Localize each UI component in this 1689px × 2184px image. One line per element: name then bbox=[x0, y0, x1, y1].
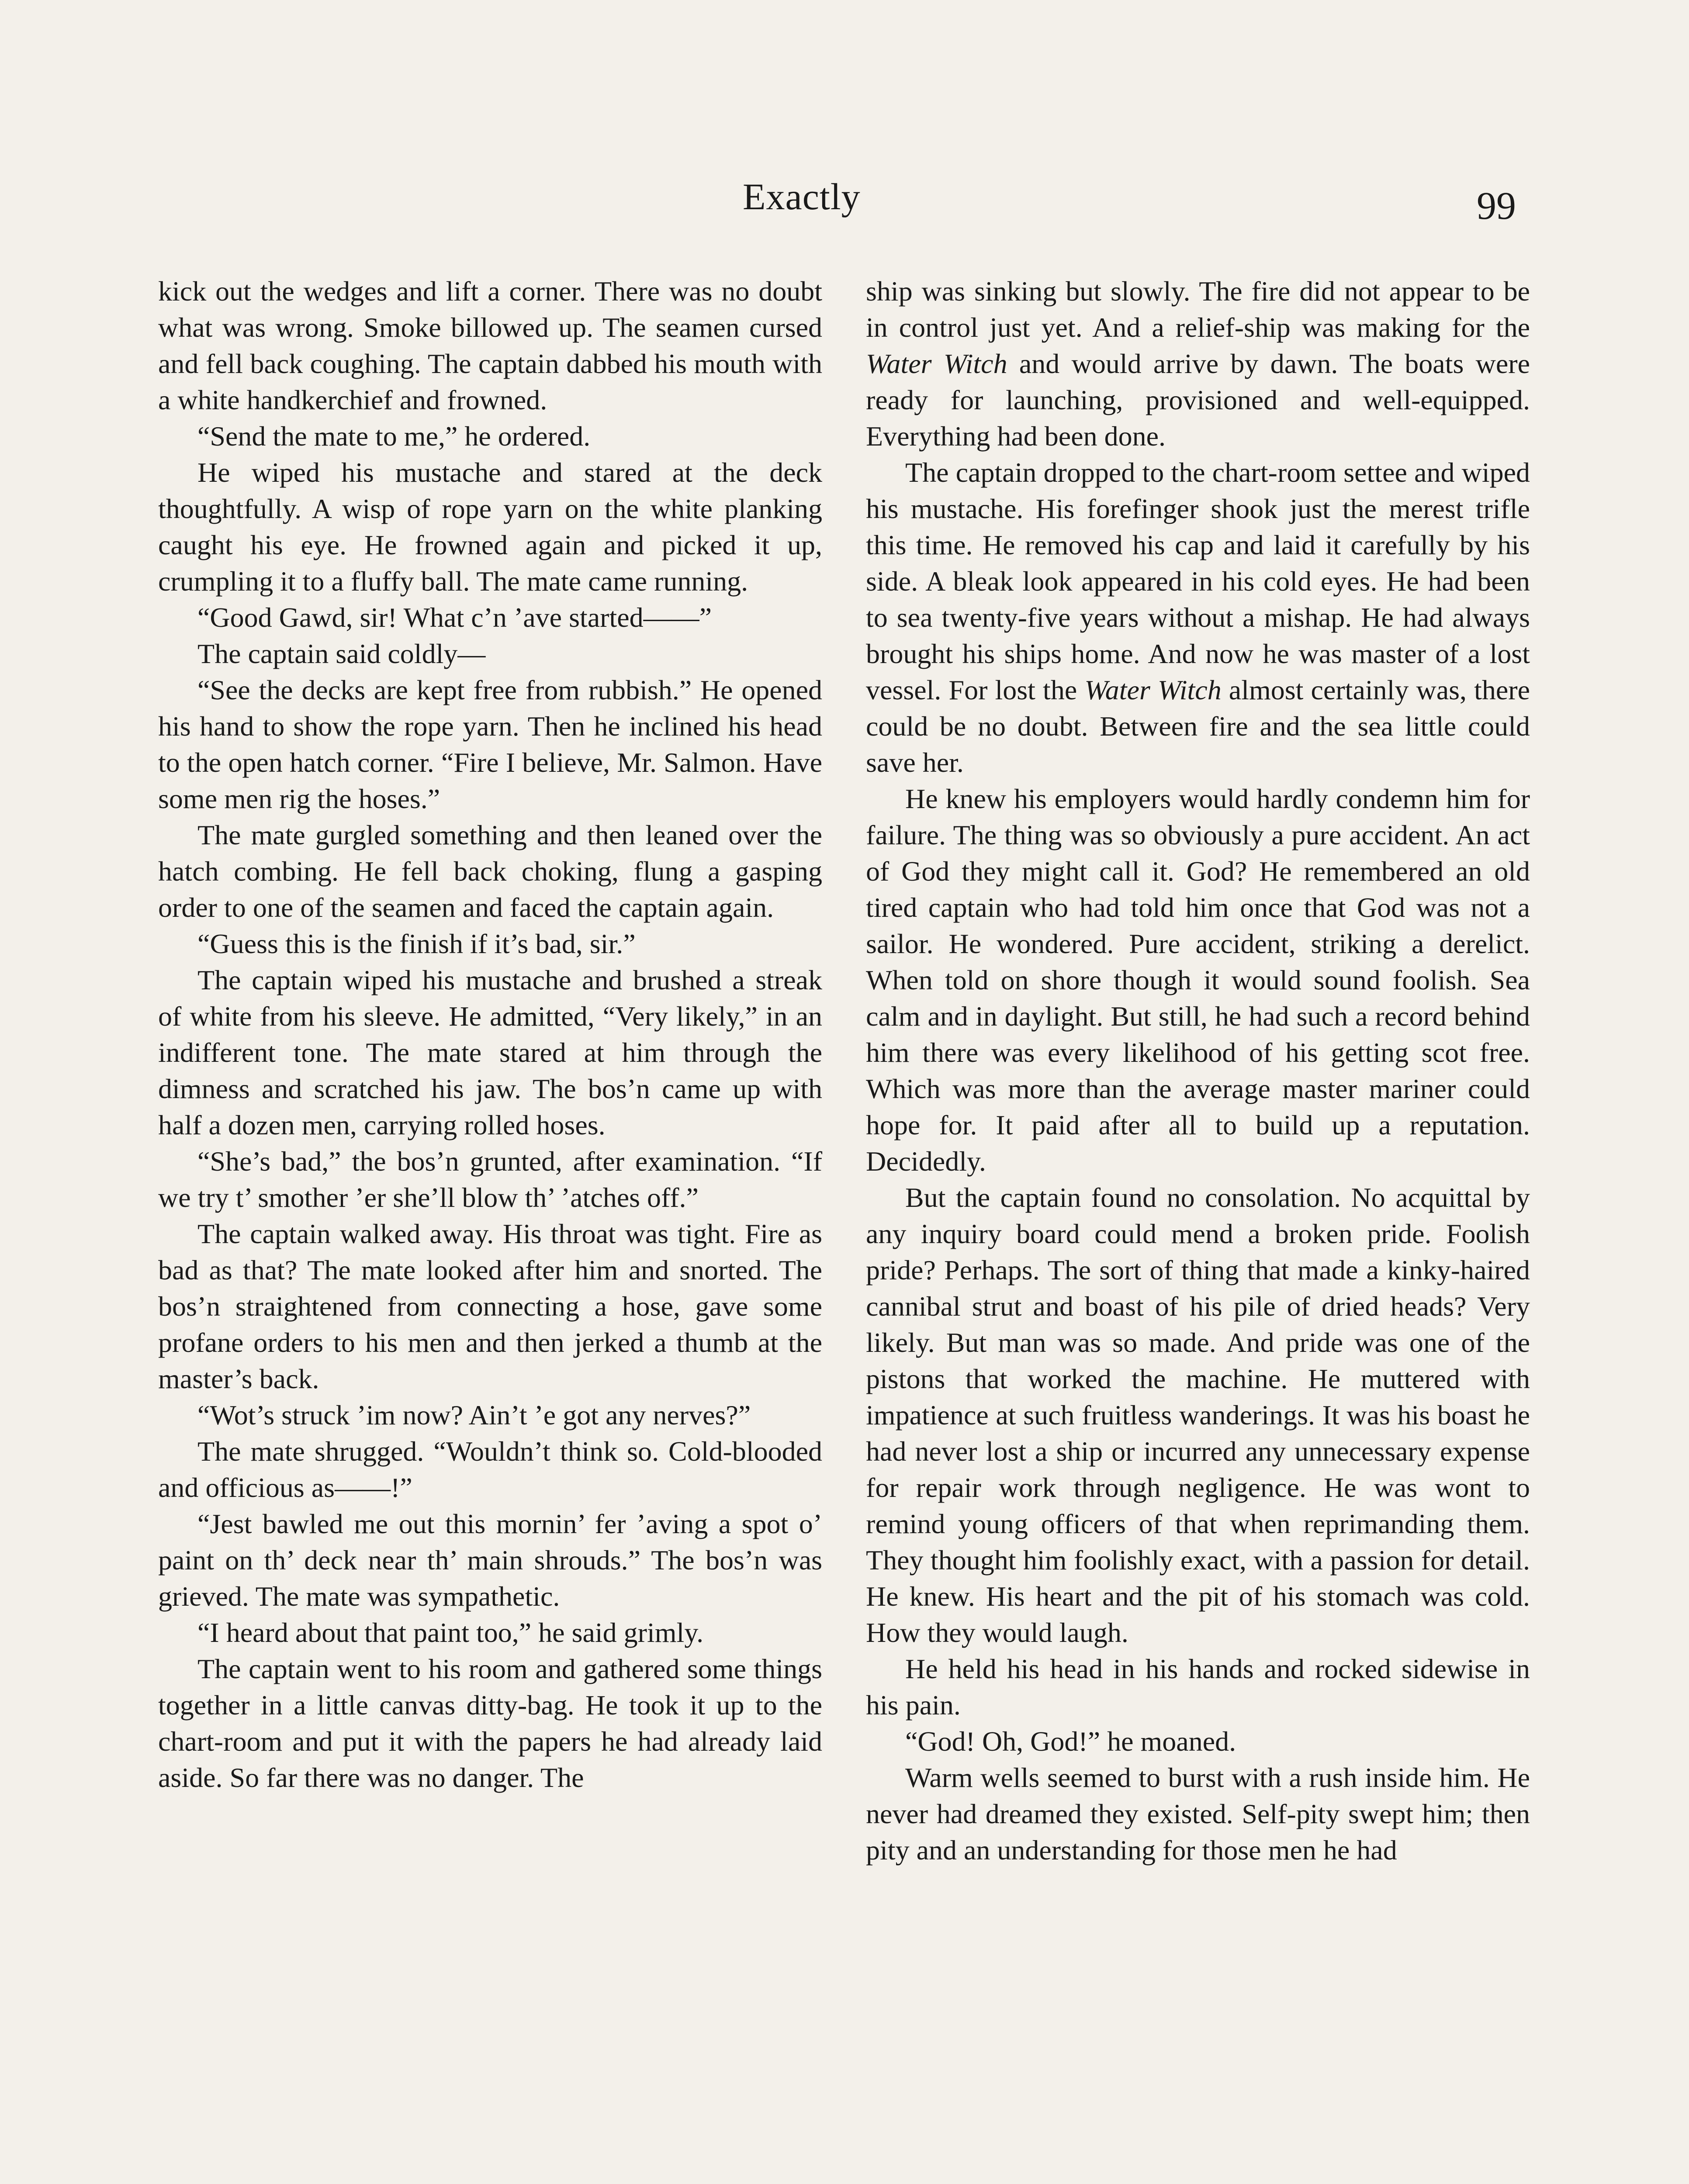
text-run: and would arrive by dawn. The boats were ready for launching, provisioned and well-equipped. Everything had been done. bbox=[866, 348, 1530, 452]
paragraph bbox=[866, 454, 1530, 781]
paragraph: The mate gurgled something and then leaned over the hatch combing. He fell back choking, flung a gasping order to one of the seamen and faced the captain again. bbox=[158, 819, 822, 923]
paragraph: He wiped his mustache and stared at the deck thoughtfully. A wisp of rope yarn on the white planking caught his eye. He frowned again and picked it up, crumpling it to a fluffy ball. The mate came running. bbox=[158, 457, 822, 597]
paragraph: “Jest bawled me out this mornin’ fer ’aving a spot o’ paint on th’ deck near th’ main shrouds.” The bos’n was grieved. The mate was sympathetic. bbox=[158, 1508, 822, 1612]
text-run: The captain dropped to the chart-room settee and wiped his mustache. His forefinger shook just the merest trifle this time. He removed his cap and laid it carefully by his side. A bleak look appeared in his cold eyes. He had been to sea twenty-five years without a mishap. He had always brought his ships home. And now he was master of a lost vessel. For lost the bbox=[866, 457, 1530, 705]
paragraph: “Guess this is the finish if it’s bad, sir.” bbox=[197, 928, 636, 959]
paragraph: “She’s bad,” the bos’n grunted, after examination. “If we try t’ smother ’er she’ll blow th’ ’atches off.” bbox=[158, 1146, 822, 1213]
paragraph: But the captain found no consolation. No acquittal by any inquiry board could mend a broken pride. Foolish pride? Perhaps. The sort of thing that made a kinky-haired cannibal strut and boast of his pile of dried heads? Very likely. But man was so made. And pride was one of the pistons that worked the machine. He muttered with impatience at such fruitless wanderings. It was his boast he had never lost a ship or incurred any unnecessary expense for repair work through negligence. He was wont to remind young officers of that when reprimanding them. They thought him foolishly exact, with a passion for detail. He knew. His heart and the pit of his stomach was cold. How they would laugh. bbox=[866, 1182, 1530, 1648]
paragraph: The captain walked away. His throat was tight. Fire as bad as that? The mate looked after him and snorted. The bos’n straightened from connecting a hose, gave some profane orders to his men and then jerked a thumb at the master’s back. bbox=[158, 1218, 822, 1394]
paragraph: The captain said coldly— bbox=[197, 638, 486, 669]
running-title: Exactly bbox=[743, 176, 861, 218]
left-column bbox=[158, 273, 822, 1796]
paragraph: “God! Oh, God!” he moaned. bbox=[905, 1726, 1236, 1757]
paragraph: The mate shrugged. “Wouldn’t think so. Cold-blooded and officious as——!” bbox=[158, 1436, 822, 1503]
text-run: ship was sinking but slowly. The fire did not appear to be in control just yet. And a relief-ship was making for the bbox=[866, 276, 1530, 343]
ship-name: Water Witch bbox=[866, 348, 1007, 379]
running-head bbox=[0, 175, 1689, 240]
paragraph: The captain went to his room and gathered some things together in a little canvas ditty-bag. He took it up to the chart-room and put it with the papers he had already laid aside. So far there was no danger. The bbox=[158, 1653, 822, 1793]
paragraph: Warm wells seemed to burst with a rush inside him. He never had dreamed they existed. Self-pity swept him; then pity and an understanding for those men he had bbox=[866, 1762, 1530, 1866]
text-run: almost certainly was, there could be no doubt. Between fire and the sea little could save her. bbox=[866, 674, 1530, 778]
paragraph bbox=[866, 273, 1530, 454]
page-number: 99 bbox=[1477, 184, 1516, 228]
paragraph: He knew his employers would hardly condemn him for failure. The thing was so obviously a pure accident. An act of God they might call it. God? He remembered an old tired captain who had told him once that God was not a sailor. He wondered. Pure accident, striking a derelict. When told on shore though it would sound foolish. Sea calm and in daylight. But still, he had such a record behind him there was every likelihood of his getting scot free. Which was more than the average master mariner could hope for. It paid after all to build up a reputation. Decidedly. bbox=[866, 783, 1530, 1177]
paragraph: kick out the wedges and lift a corner. There was no doubt what was wrong. Smoke billowed up. The seamen cursed and fell back coughing. The captain dabbed his mouth with a white handkerchief and frowned. bbox=[158, 276, 822, 415]
paragraph: “Wot’s struck ’im now? Ain’t ’e got any nerves?” bbox=[197, 1400, 751, 1431]
ship-name: Water Witch bbox=[1084, 674, 1222, 705]
paragraph: “See the decks are kept free from rubbish.” He opened his hand to show the rope yarn. Then he inclined his head to the open hatch corner. “Fire I believe, Mr. Salmon. Have some men rig the hoses.” bbox=[158, 674, 822, 814]
paragraph: “Send the mate to me,” he ordered. bbox=[197, 421, 591, 452]
paragraph: The captain wiped his mustache and brushed a streak of white from his sleeve. He admitted, “Very likely,” in an indifferent tone. The mate stared at him through the dimness and scratched his jaw. The bos’n came up with half a dozen men, carrying rolled hoses. bbox=[158, 964, 822, 1140]
paragraph: “Good Gawd, sir! What c’n ’ave started——” bbox=[197, 602, 712, 633]
paragraph: He held his head in his hands and rocked sidewise in his pain. bbox=[866, 1653, 1530, 1721]
paragraph: “I heard about that paint too,” he said grimly. bbox=[197, 1617, 704, 1648]
right-column bbox=[866, 273, 1530, 1868]
